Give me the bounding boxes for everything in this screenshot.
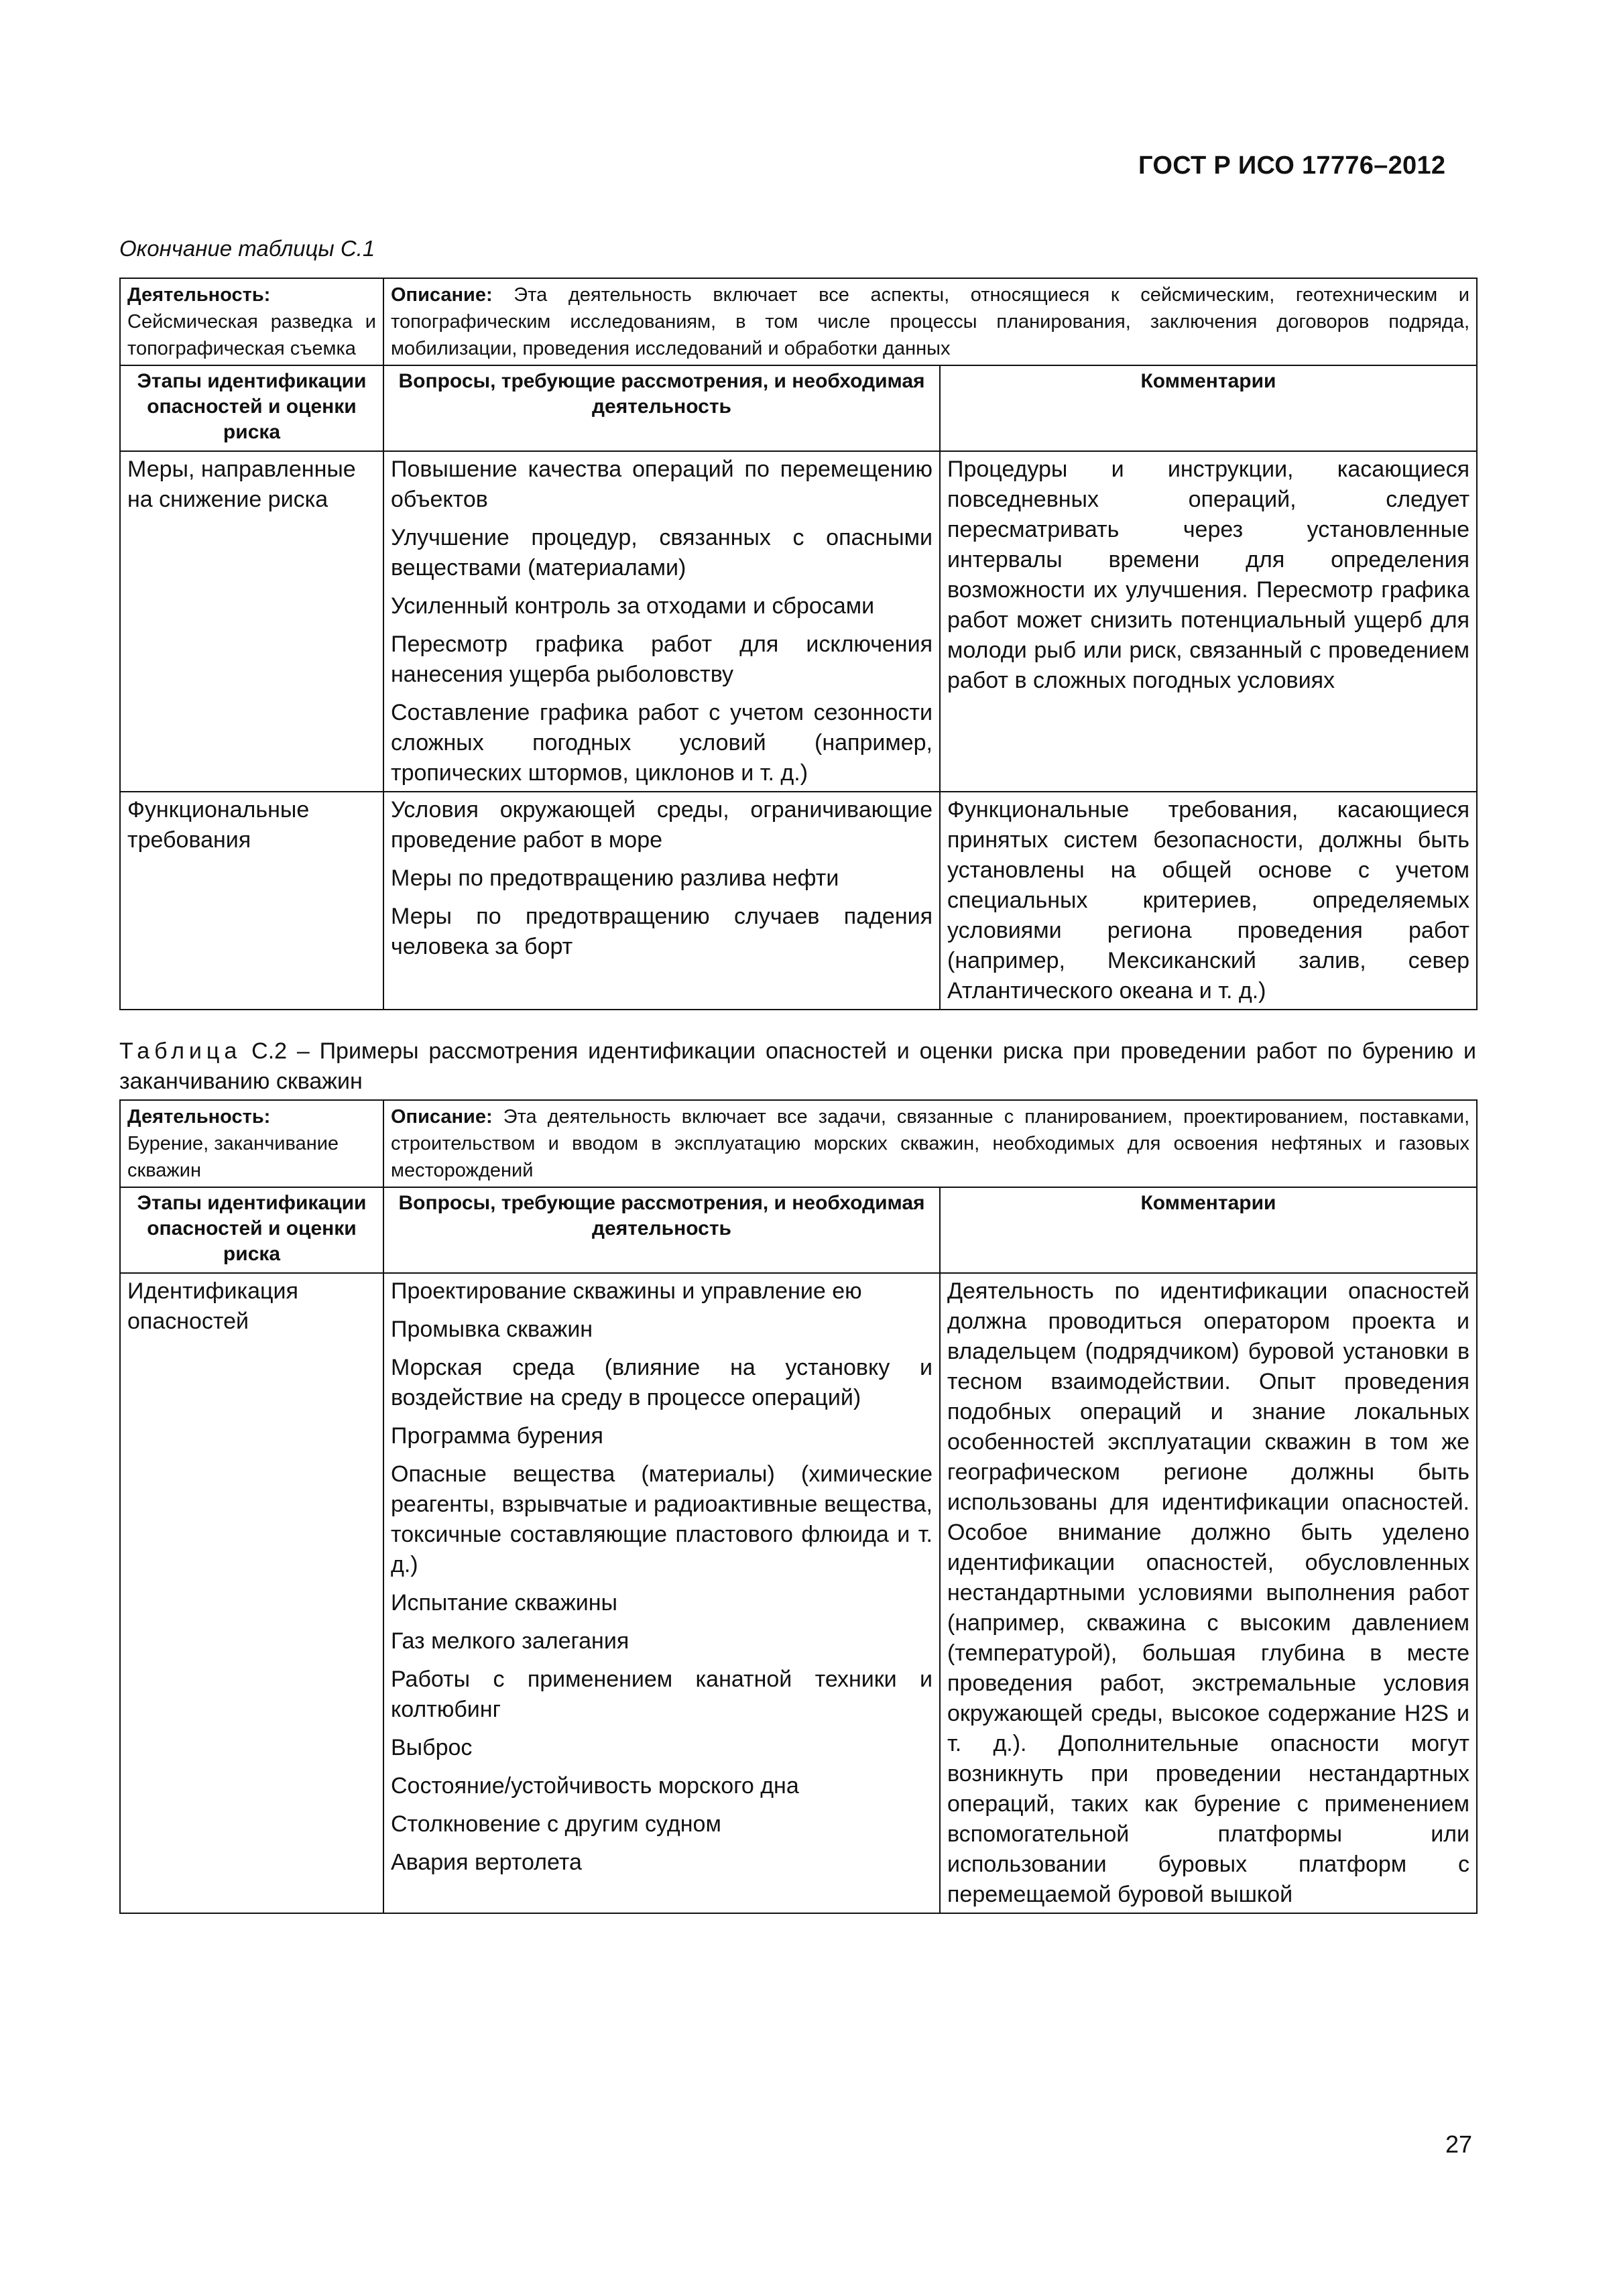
description-value: Эта деятельность включает все задачи, связанные с планированием, проектированием, поставками, строительством и вводом в эксплуатацию морских скважин, необходимых для освоения нефтяных и газовых месторождений bbox=[391, 1106, 1470, 1181]
list-item: Проектирование скважины и управление ею bbox=[391, 1278, 862, 1304]
activity-label: Деятельность: bbox=[127, 1106, 271, 1128]
description-value: Эта деятельность включает все аспекты, относящиеся к сейсмическим, геотехническим и топографическим исследованиям, в том числе процессы планирования, заключения договоров подряда, мобилизации, проведения исследований и обработки данных bbox=[391, 284, 1470, 359]
table-c2-description-cell bbox=[383, 1100, 1477, 1187]
list-item: Пересмотр графика работ для исключения нанесения ущерба рыболовству bbox=[391, 631, 933, 687]
table-c2-header-row bbox=[120, 1187, 1477, 1273]
list-item: Усиленный контроль за отходами и сбросами bbox=[391, 593, 875, 619]
table-c2-activity-row bbox=[120, 1100, 1477, 1187]
activity-value: Сейсмическая разведка и топографическая съемка bbox=[127, 311, 376, 359]
caption-text: С.2 – Примеры рассмотрения идентификации опасностей и оценки риска при проведении работ по бурению и заканчиванию скважин bbox=[119, 1038, 1476, 1094]
list-item: Испытание скважины bbox=[391, 1590, 617, 1616]
list-item: Улучшение процедур, связанных с опасными веществами (материалами) bbox=[391, 525, 933, 581]
comment-cell: Функциональные требования, касающиеся принятых систем безопасности, должны быть установлены на общей основе с учетом специальных критериев, определяемых условиями региона проведения работ (например, Мексиканский залив, север Атлантического океана и т. д.) bbox=[940, 792, 1477, 1010]
stage-cell: Меры, направленные на снижение риска bbox=[120, 451, 383, 792]
standard-designation: ГОСТ Р ИСО 17776–2012 bbox=[1138, 152, 1446, 180]
table-c1-activity-cell bbox=[120, 278, 383, 365]
description-label: Описание: bbox=[391, 1106, 493, 1128]
table-c1-description-cell bbox=[383, 278, 1477, 365]
list-item: Меры по предотвращению разлива нефти bbox=[391, 865, 839, 891]
table-c2 bbox=[119, 1099, 1478, 1914]
column-header-questions: Вопросы, требующие рассмотрения, и необходимая деятельность bbox=[383, 365, 940, 451]
list-item: Газ мелкого залегания bbox=[391, 1628, 629, 1654]
activity-value: Бурение, заканчивание скважин bbox=[127, 1133, 339, 1181]
column-header-comments: Комментарии bbox=[940, 1187, 1477, 1273]
table-row bbox=[120, 451, 1477, 792]
page-number: 27 bbox=[1445, 2130, 1473, 2158]
comment-cell: Процедуры и инструкции, касающиеся повседневных операций, следует пересматривать через установленные интервалы времени для определения возможности их улучшения. Пересмотр графика работ может снизить потенциальный ущерб для молоди рыб или риск, связанный с проведением работ в сложных погодных условиях bbox=[940, 451, 1477, 792]
table-c1 bbox=[119, 278, 1478, 1010]
caption-prefix: Таблица bbox=[119, 1038, 242, 1064]
questions-cell bbox=[383, 792, 940, 1010]
list-item: Работы с применением канатной техники и колтюбинг bbox=[391, 1667, 933, 1722]
list-item: Условия окружающей среды, ограничивающие проведение работ в море bbox=[391, 797, 933, 853]
questions-cell bbox=[383, 451, 940, 792]
list-item: Меры по предотвращению случаев падения человека за борт bbox=[391, 904, 933, 959]
activity-label: Деятельность: bbox=[127, 284, 271, 306]
table-c1-activity-row bbox=[120, 278, 1477, 365]
list-item: Опасные вещества (материалы) (химические реагенты, взрывчатые и радиоактивные вещества, токсичные составляющие пластового флюида и т. д.) bbox=[391, 1461, 933, 1577]
table-row bbox=[120, 792, 1477, 1010]
list-item: Программа бурения bbox=[391, 1423, 603, 1449]
list-item: Столкновение с другим судном bbox=[391, 1811, 721, 1837]
table-row bbox=[120, 1273, 1477, 1913]
column-header-stages: Этапы идентификации опасностей и оценки риска bbox=[120, 365, 383, 451]
stage-cell: Идентификация опасностей bbox=[120, 1273, 383, 1913]
column-header-questions: Вопросы, требующие рассмотрения, и необходимая деятельность bbox=[383, 1187, 940, 1273]
list-item: Морская среда (влияние на установку и воздействие на среду в процессе операций) bbox=[391, 1355, 933, 1410]
list-item: Составление графика работ с учетом сезонности сложных погодных условий (например, тропических штормов, циклонов и т. д.) bbox=[391, 700, 933, 786]
list-item: Выброс bbox=[391, 1735, 473, 1760]
table-c2-caption bbox=[119, 1036, 1476, 1097]
list-item: Повышение качества операций по перемещению объектов bbox=[391, 457, 933, 512]
questions-cell bbox=[383, 1273, 940, 1913]
table-c2-activity-cell bbox=[120, 1100, 383, 1187]
list-item: Промывка скважин bbox=[391, 1317, 593, 1342]
list-item: Состояние/устойчивость морского дна bbox=[391, 1773, 799, 1799]
comment-cell: Деятельность по идентификации опасностей должна проводиться оператором проекта и владельцем (подрядчиком) буровой установки в тесном взаимодействии. Опыт проведения подобных операций и знание локальных особенностей эксплуатации скважин в том же географическом регионе должны быть использованы для идентификации опасностей. Особое внимание должно быть уделено идентификации опасностей, обусловленных нестандартными условиями выполнения работ (например, скважина с высоким давлением (температурой), большая глубина в месте проведения работ, экстремальные условия окружающей среды, высокое содержание H2S и т. д.). Дополнительные опасности могут возникнуть при проведении нестандартных операций, таких как бурение с применением вспомогательной платформы или использовании буровых платформ с перемещаемой буровой вышкой bbox=[940, 1273, 1477, 1913]
column-header-stages: Этапы идентификации опасностей и оценки риска bbox=[120, 1187, 383, 1273]
description-label: Описание: bbox=[391, 284, 493, 306]
table-continuation-label: Окончание таблицы С.1 bbox=[119, 236, 375, 261]
table-c1-header-row bbox=[120, 365, 1477, 451]
list-item: Авария вертолета bbox=[391, 1850, 582, 1875]
column-header-comments: Комментарии bbox=[940, 365, 1477, 451]
stage-cell: Функциональные требования bbox=[120, 792, 383, 1010]
